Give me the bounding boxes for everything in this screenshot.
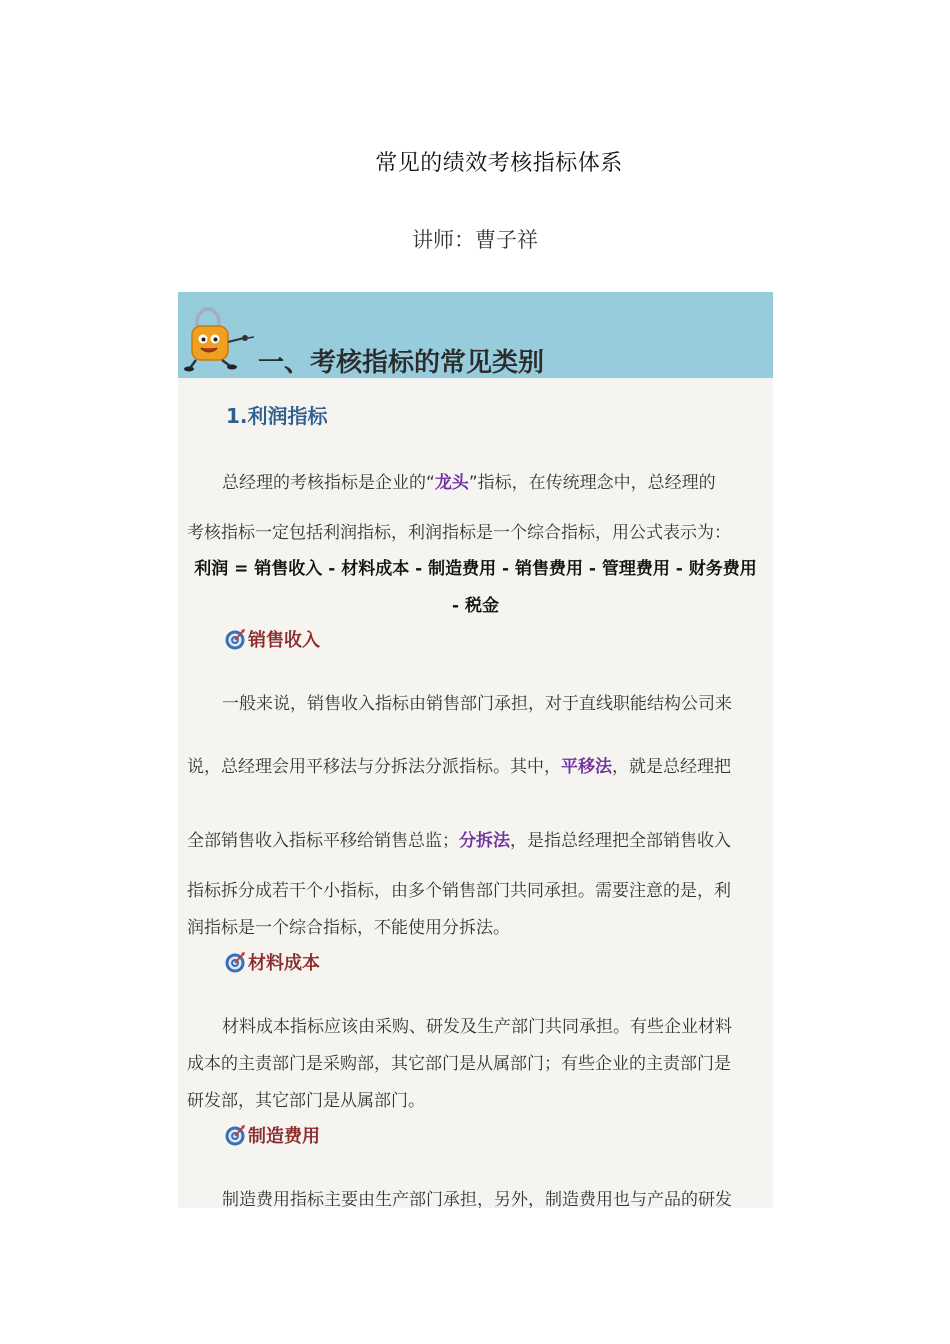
- intro-line-1: [222, 468, 773, 493]
- item-label: 材料成本: [248, 953, 320, 974]
- subsection-heading: 1.利润指标: [226, 404, 328, 428]
- manufacturing-line-1: 制造费用指标主要由生产部门承担，另外，制造费用也与产品的研发: [222, 1190, 732, 1208]
- highlight-term: 龙头: [434, 473, 469, 493]
- text-span: 全部销售收入指标平移给销售总监；: [187, 831, 459, 851]
- section-heading: 一、考核指标的常见类别: [258, 348, 545, 378]
- text-span: ，就是总经理把: [612, 757, 731, 777]
- text-span: ，是指总经理把全部销售收入: [510, 831, 731, 851]
- material-line-1: 材料成本指标应该由采购、研发及生产部门共同承担。有些企业材料: [222, 1017, 732, 1037]
- lecturer-line: 讲师：曹子祥: [412, 228, 538, 252]
- document-title: 常见的绩效考核指标体系: [375, 151, 623, 176]
- profit-formula-line-2: - 税金: [452, 596, 499, 616]
- content-panel: [178, 292, 773, 1208]
- mascot-icon: [184, 304, 256, 374]
- sales-line-1: 一般来说，销售收入指标由销售部门承担，对于直线职能结构公司来: [222, 694, 732, 714]
- profit-formula-line-1: 利润 = 销售收入 - 材料成本 - 制造费用 - 销售费用 - 管理费用 - 财务费用: [194, 559, 757, 579]
- text-span: 说，总经理会用平移法与分拆法分派指标。其中，: [187, 757, 561, 777]
- sales-line-3: [187, 826, 755, 851]
- highlight-term: 平移法: [561, 757, 612, 777]
- intro-line-2: 考核指标一定包括利润指标，利润指标是一个综合指标，用公式表示为：: [187, 523, 731, 543]
- material-line-2: 成本的主责部门是采购部，其它部门是从属部门；有些企业的主责部门是: [187, 1054, 731, 1074]
- item-label: 销售收入: [248, 630, 320, 651]
- text-span: ”指标，在传统理念中，总经理的: [468, 473, 716, 493]
- text-span: 总经理的考核指标是企业的“: [222, 473, 435, 493]
- target-icon: [224, 1124, 246, 1146]
- highlight-term: 分拆法: [459, 831, 510, 851]
- item-label: 制造费用: [248, 1126, 320, 1147]
- item-heading-material-cost: [224, 949, 320, 975]
- target-icon: [224, 628, 246, 650]
- sales-line-5: 润指标是一个综合指标，不能使用分拆法。: [187, 918, 510, 938]
- sales-line-4: 指标拆分成若干个小指标，由多个销售部门共同承担。需要注意的是，利: [187, 881, 731, 901]
- target-icon: [224, 951, 246, 973]
- sales-line-2: [187, 752, 755, 777]
- item-heading-manufacturing-expense: [224, 1122, 320, 1148]
- item-heading-sales-revenue: [224, 626, 320, 652]
- section-banner: [178, 292, 773, 378]
- material-line-3: 研发部，其它部门是从属部门。: [187, 1091, 425, 1111]
